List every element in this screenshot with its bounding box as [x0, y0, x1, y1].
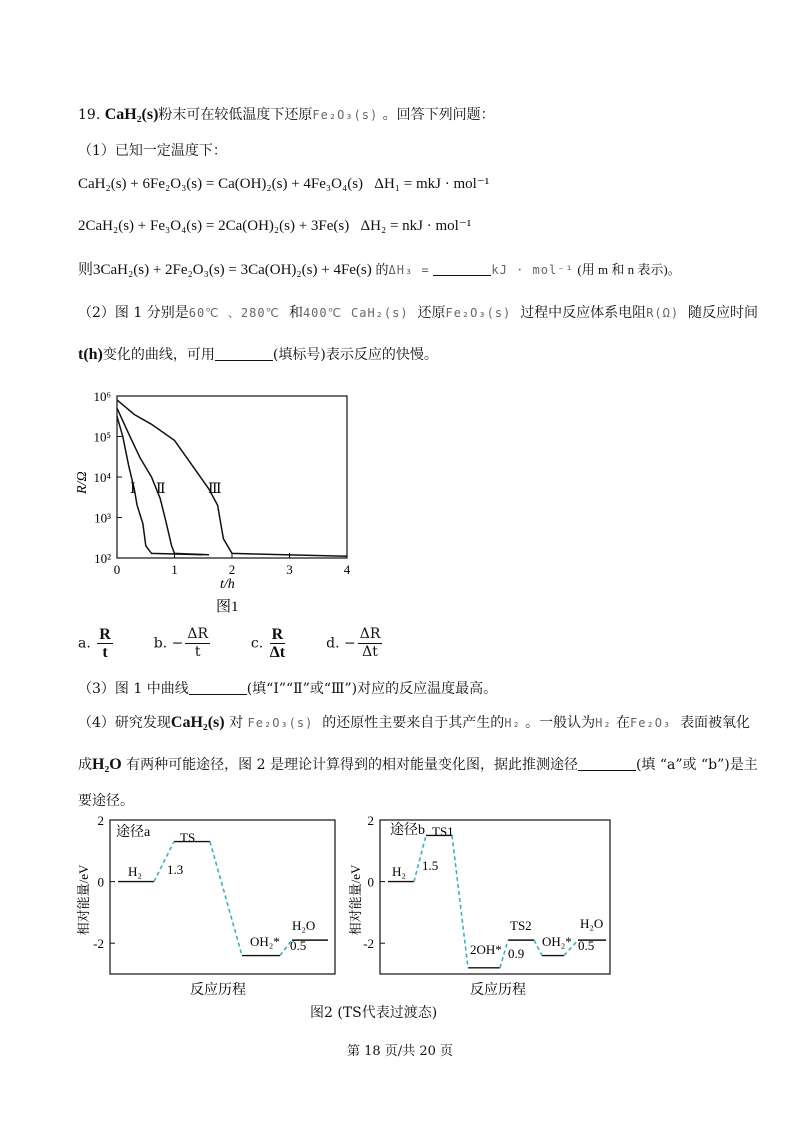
part2-text-b: 过程中反应体系电阻 [520, 305, 647, 321]
question-number: 19. [78, 107, 101, 123]
option-a-fraction[interactable] [97, 626, 113, 661]
formula-cah2-2: CaH₂(s) [351, 306, 409, 320]
pathway-a-h2o-value: 0.5 [290, 938, 307, 953]
pathway-a-h2o: H₂O [292, 918, 316, 933]
part1-label: （1）已知一定温度下： [78, 143, 227, 159]
equation-3 [78, 258, 681, 279]
part4-text-h: 有两种可能途径，图 2 是理论计算得到的相对能量变化图，据此推测途径 [126, 757, 578, 773]
option-b-label: b. [153, 635, 168, 652]
y-tick-label: 10³ [94, 510, 111, 526]
y-tick-label: -2 [363, 936, 374, 952]
option-b-minus: − [171, 635, 184, 652]
equation-1-reaction: CaH₂(s) + 6Fe₂O₃(s) = Ca(OH)₂(s) + 4Fe₃O₄(s) [78, 176, 364, 192]
curve-label-i: Ⅰ [130, 482, 136, 497]
temperatures: 60℃ 、280℃ [188, 306, 281, 320]
formula-fe2o3-4: Fe₂O₃ [630, 716, 672, 730]
y-tick-label: -2 [93, 936, 104, 952]
answer-blank-1[interactable] [433, 261, 491, 276]
pathway-b-ts2: TS2 [510, 918, 532, 933]
figure-1-xlabel: t/h [220, 577, 235, 592]
pathway-b-h2: H₂ [392, 864, 406, 879]
y-tick-label: 0 [97, 874, 104, 890]
part4-line2 [78, 754, 758, 774]
formula-fe2o3-2: Fe₂O₃(s) [445, 306, 512, 320]
part4-text-b: 对 [229, 715, 244, 731]
part2-line2 [78, 344, 438, 364]
equation-2 [78, 216, 471, 235]
pathway-b-h2o: H₂O [580, 916, 604, 931]
part4-text-d: 。一般认为 [525, 715, 596, 731]
figure-2a-ylabel: 相对能量/eV [76, 864, 91, 936]
pathway-a-oh2: OH₂* [250, 934, 280, 949]
curve-label-iii: Ⅲ [208, 482, 222, 497]
pathway-b-ts1: TS1 [432, 824, 454, 839]
temperature-3: 400℃ [302, 306, 343, 320]
option-c-numerator: R [271, 626, 284, 643]
option-c-label: c. [250, 635, 264, 652]
answer-blank-3[interactable] [189, 680, 247, 695]
and-text: 和 [288, 305, 303, 321]
equation-3-reaction: 3CaH₂(s) + 2Fe₂O₃(s) = 3Ca(OH)₂(s) + 4Fe(s) [93, 262, 372, 278]
x-tick-label: 4 [343, 562, 351, 577]
part3-line [78, 678, 497, 698]
part4-line1 [78, 712, 750, 732]
figure-2-caption: 图2 (TS代表过渡态) [310, 1005, 438, 1021]
formula-fe2o3: Fe₂O₃(s) [312, 108, 379, 122]
y-tick-label: 2 [367, 813, 374, 828]
pathway-b-2oh: 2OH* [470, 942, 502, 957]
figure-1-ylabel: R/Ω [75, 471, 90, 494]
figure-1 [68, 378, 368, 618]
x-tick-label: 2 [228, 562, 236, 577]
x-tick-label: 1 [171, 562, 178, 577]
part4-line3: 要途径。 [78, 793, 134, 809]
option-c-fraction[interactable] [270, 626, 286, 661]
pathway-b-ts1-value: 1.5 [422, 858, 439, 873]
formula-cah2-3: CaH₂(s) [170, 714, 225, 731]
formula-h2: H₂ [504, 716, 521, 730]
part4-text-a: （4）研究发现 [78, 715, 171, 731]
pathway-b-oh2: OH₂* [542, 934, 572, 949]
figure-2a-xlabel: 反应历程 [190, 983, 246, 998]
option-a-numerator: R [99, 626, 111, 643]
figure-2b [350, 812, 630, 1002]
energy-connector [452, 835, 468, 967]
figure-2a [70, 812, 350, 1002]
equation-1 [78, 174, 489, 193]
part4-text-f: 表面被氧化 [680, 715, 751, 731]
pathway-a-title: 途径a [116, 825, 151, 840]
formula-fe2o3-3: Fe₂O₃(s) [247, 716, 314, 730]
y-tick-label: 2 [97, 813, 104, 828]
part4-text-c: 的还原性主要来自于其产生的 [322, 715, 505, 731]
option-b-fraction[interactable] [185, 626, 210, 661]
formula-h2-2: H₂ [595, 716, 612, 730]
part3-text-a: （3）图 1 中曲线 [78, 681, 189, 697]
answer-blank-4[interactable] [578, 756, 636, 771]
equation-3-mid: 的 [375, 262, 389, 277]
reduce-text: 还原 [417, 305, 446, 321]
option-d-label: d. [326, 635, 340, 652]
option-d-fraction[interactable] [358, 626, 383, 661]
option-d-minus: − [343, 635, 356, 652]
symbol-t: t(h) [78, 346, 103, 363]
part4-text-g: 成 [78, 757, 92, 773]
option-d-numerator: ΔR [359, 626, 381, 642]
y-tick-label: 10⁴ [93, 470, 111, 485]
page-footer: 第 18 页/共 20 页 [347, 1044, 453, 1059]
formula-h2o: H₂O [92, 756, 122, 773]
figure-1-caption: 图1 [216, 599, 239, 615]
formula-cah2: CaH₂(s) [104, 106, 159, 123]
intro-text: 粉末可在较低温度下还原 [158, 107, 313, 123]
part2-line1 [78, 302, 758, 322]
option-c-denominator: Δt [269, 644, 286, 661]
equation-3-unit: kJ · mol⁻¹ [491, 263, 574, 277]
option-a-label: a. [78, 635, 91, 652]
x-tick-label: 3 [286, 562, 293, 577]
part2-text-a: （2）图 1 分别是 [78, 305, 189, 321]
figure-2b-xlabel: 反应历程 [470, 983, 526, 998]
figure-2b-ylabel: 相对能量/eV [348, 864, 363, 936]
y-tick-label: 10⁵ [93, 429, 111, 445]
intro-end: 。回答下列问题： [382, 107, 495, 123]
pathway-b-ts2-value: 0.9 [508, 946, 525, 961]
energy-connector [534, 940, 542, 955]
part2-text-e: (填标号)表示反应的快慢。 [272, 347, 438, 363]
curve-label-ii: Ⅱ [156, 482, 166, 497]
answer-blank-2[interactable] [215, 346, 273, 361]
figure-1-curves [117, 400, 347, 556]
option-b-numerator: ΔR [187, 626, 208, 642]
options-row [78, 626, 384, 661]
y-tick-label: 10² [94, 551, 111, 566]
pathway-a-ts: TS [180, 830, 196, 845]
equation-3-suffix: (用 m 和 n 表示)。 [577, 262, 681, 277]
y-tick-label: 0 [367, 874, 374, 890]
part3-text-b: (填“Ⅰ”“Ⅱ”或“Ⅲ”)对应的反应温度最高。 [246, 681, 498, 697]
equation-3-dh: ΔH₃ = [388, 263, 430, 277]
pathway-b-title: 途径b [390, 823, 425, 838]
x-tick-label: 0 [113, 562, 121, 577]
equation-3-prefix: 则 [78, 262, 94, 278]
option-a-denominator: t [102, 644, 108, 661]
y-tick-label: 10⁶ [93, 389, 111, 404]
symbol-r: R(Ω) [646, 306, 680, 320]
part2-text-c: 随反应时间 [688, 305, 758, 321]
equation-2-dh: ΔH₂ = nkJ · mol⁻¹ [360, 218, 472, 234]
question-intro [78, 104, 495, 124]
energy-connector [210, 842, 242, 956]
part2-text-d: 变化的曲线，可用 [102, 347, 215, 363]
pathway-a-h2: H₂ [128, 864, 142, 879]
part4-text-e: 在 [616, 715, 631, 731]
pathway-b-h2o-value: 0.5 [578, 938, 595, 953]
option-d-denominator: Δt [362, 644, 378, 660]
equation-2-reaction: 2CaH₂(s) + Fe₃O₄(s) = 2Ca(OH)₂(s) + 3Fe(s) [78, 218, 350, 234]
equation-1-dh: ΔH₁ = mkJ · mol⁻¹ [374, 176, 490, 192]
part4-text-i: (填 “a”或 “b”)是主 [635, 757, 758, 773]
option-b-denominator: t [194, 644, 201, 660]
pathway-a-ts-value: 1.3 [167, 862, 184, 877]
